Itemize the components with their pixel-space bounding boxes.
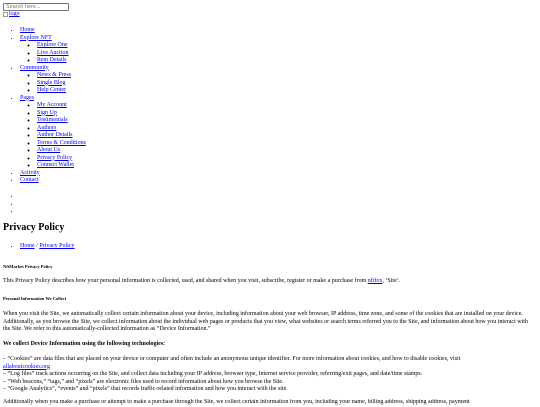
nav-link-help-center[interactable]: Help Center: [37, 87, 67, 93]
logo-alt-text: logo: [9, 11, 20, 17]
page-title: Privacy Policy: [3, 222, 65, 233]
nav-link-community[interactable]: Community: [20, 64, 49, 71]
main-nav: [20, 27, 86, 185]
nav-item-community: [20, 65, 86, 95]
breadcrumb-home-link[interactable]: Home: [20, 243, 35, 249]
analytics-item: – “Google Analytics”, “events” and “pixels” that records traffic-related information and how you interact with the site.: [3, 386, 288, 392]
nav-link-pages[interactable]: Pages: [20, 94, 34, 101]
logo-link[interactable]: [3, 11, 20, 19]
cookies-text: – “Cookies” are data files that are placed on your device or computer and often include an anonymous unique identifier. For more information about cookies, and how to disable cookies, visit: [3, 356, 461, 362]
nav-link-live-auction[interactable]: Live Auction: [37, 49, 69, 56]
pages-submenu: [20, 102, 86, 170]
nav-link-contact[interactable]: Contact: [20, 177, 39, 183]
technologies-list: [3, 356, 535, 394]
nav-link-explore-one[interactable]: Explore One: [37, 42, 68, 48]
site-link[interactable]: nftfox: [367, 278, 383, 284]
nav-item-contact: [20, 177, 86, 185]
intro-text: This Privacy Policy describes how your personal information is collected, used, and shared when you visit, subscribe, register or make a purchase from: [3, 278, 368, 284]
cookies-item: [3, 356, 535, 371]
nav-link-home[interactable]: Home: [20, 27, 35, 33]
nav-link-terms[interactable]: Terms & Conditions: [37, 139, 86, 146]
broken-image-icon: [3, 12, 8, 17]
nav-link-testimonials[interactable]: Testimonials: [37, 117, 68, 123]
nav-link-item-details[interactable]: Item Details: [37, 57, 67, 63]
cookies-link[interactable]: allaboutcookies.org: [3, 363, 51, 370]
nav-link-authors[interactable]: Authors: [37, 124, 57, 131]
nav-item-home: [20, 27, 86, 35]
nav-link-about[interactable]: About Us: [37, 147, 61, 153]
collect-paragraph: When you visit the Site, we automatically collect certain information about your device, including information about your web browser, IP address, time zone, and some of the cookies that are installed on your device. Additionally, as you browse the Site, we collect information about the individual web pages or products that you view, what websites or search terms referred you to the Site, and information about how you interact with the Site. We refer to this automatically-collected information as “Device Information.”: [3, 311, 528, 332]
search-input[interactable]: [3, 3, 69, 11]
nav-link-single-blog[interactable]: Single Blog: [37, 79, 66, 86]
section-title-collect: Personal Information We Collect: [3, 296, 67, 301]
breadcrumb: [20, 243, 75, 251]
nav-item-pages: [20, 95, 86, 170]
community-submenu: [20, 72, 86, 95]
purchase-paragraph: Additionally when you make a purchase or attempt to make a purchase through the Site, we collect certain information from you, including your name, billing address, shipping address, payment: [3, 399, 470, 405]
web-beacons-item: – “Web beacons,” “tags,” and “pixels” are electronic files used to record information about how you browse the Site.: [3, 378, 284, 385]
intro-text-end: , ‘Site’.: [382, 278, 401, 284]
nav-link-privacy[interactable]: Privacy Policy: [37, 154, 73, 161]
nav-item-explore: [20, 35, 86, 65]
nav-link-my-account[interactable]: My Account: [37, 102, 67, 108]
nav-link-connect-wallet[interactable]: Connect Wallet: [37, 162, 74, 168]
nav-link-sign-up[interactable]: Sign Up: [37, 109, 57, 116]
section-title-policy: NftMarket Privacy Policy: [3, 264, 53, 269]
technologies-heading: We collect Device Information using the following technologies:: [3, 341, 166, 347]
nav-link-news[interactable]: News & Press: [37, 72, 71, 78]
breadcrumb-current-link[interactable]: Privacy Policy: [39, 243, 75, 249]
intro-paragraph: [3, 278, 535, 286]
nav-link-activity[interactable]: Activity: [20, 169, 40, 176]
breadcrumb-separator: /: [34, 243, 40, 249]
explore-submenu: [20, 42, 86, 65]
nav-link-author-details[interactable]: Author Details: [37, 132, 73, 138]
log-files-item: – “Log files” track actions occurring on the Site, and collect data including your IP address, browser type, Internet service provider, referring/exit pages, and date/time stamps.: [3, 371, 423, 377]
nav-link-explore[interactable]: Explore NFT: [20, 34, 52, 41]
nav-item-activity: [20, 170, 86, 178]
